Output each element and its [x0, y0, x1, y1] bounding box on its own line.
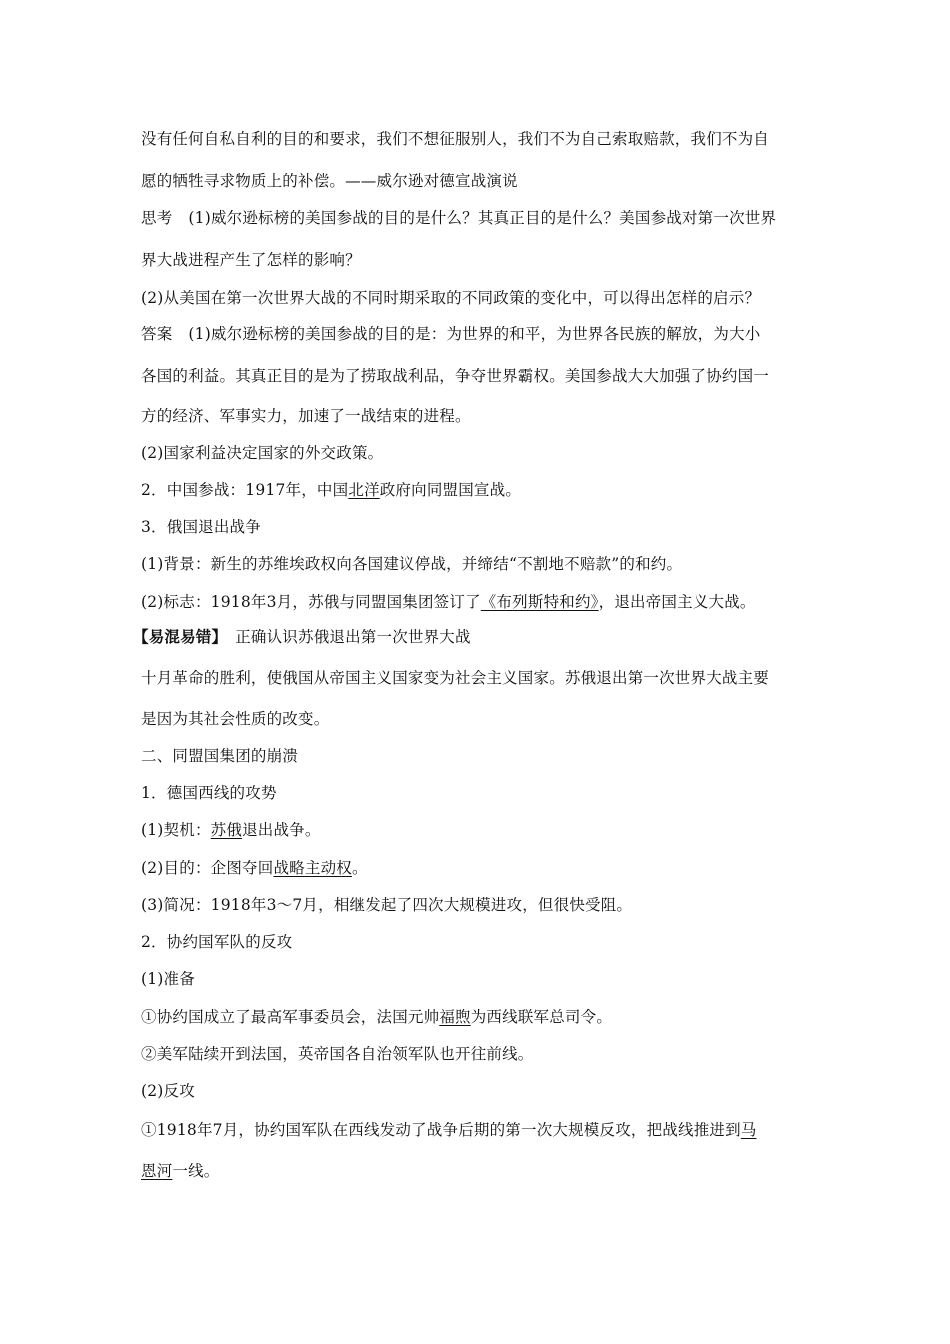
underlined-term: 《布列斯特和约》	[480, 593, 599, 611]
text-span: (3)简况：1918年3～7月，相继发起了四次大规模进攻，但很快受阻。	[141, 896, 633, 914]
text-line	[141, 819, 821, 841]
text-line	[141, 249, 821, 271]
section-heading	[141, 745, 821, 767]
text-span: 界大战进程产生了怎样的影响？	[141, 251, 361, 269]
underlined-term: 恩河	[141, 1162, 173, 1180]
text-line	[141, 365, 821, 387]
text-span: ②美军陆续开到法国，英帝国各自治领军队也开往前线。	[141, 1045, 534, 1063]
text-line	[141, 287, 821, 309]
text-line	[141, 442, 821, 464]
text-span: 没有任何自私自利的目的和要求，我们不想征服别人，我们不为自己索取赔款，我们不为自	[141, 130, 770, 148]
underlined-term: 北洋	[348, 481, 380, 499]
text-line	[141, 1080, 821, 1102]
answer-line	[141, 323, 821, 345]
text-span: (2)目的：企图夺回	[141, 859, 274, 877]
underlined-term: 战略主动权	[273, 859, 352, 877]
underlined-term: 苏俄	[210, 821, 243, 839]
text-span: 方的经济、军事实力，加速了一战结束的进程。	[141, 407, 471, 425]
text-span: (1)背景：新生的苏维埃政权向各国建议停战，并缔结“不割地不赔款”的和约。	[141, 555, 683, 573]
text-line	[141, 968, 821, 990]
text-line	[141, 1043, 821, 1065]
text-span: (2)标志：1918年3月，苏俄与同盟国集团签订了	[141, 593, 481, 611]
answer-label: 答案	[141, 325, 173, 343]
text-span: (2)反攻	[141, 1082, 195, 1100]
text-span: (2)国家利益决定国家的外交政策。	[141, 444, 384, 462]
underlined-term: 福煦	[439, 1008, 471, 1026]
text-line	[141, 1160, 821, 1182]
text-line	[141, 553, 821, 575]
text-span: (1)威尔逊标榜的美国参战的目的是什么？其真正目的是什么？美国参战对第一次世界	[188, 209, 777, 227]
text-span: (1)威尔逊标榜的美国参战的目的是：为世界的和平，为世界各民族的解放，为大小	[188, 325, 761, 343]
text-span: 是因为其社会性质的改变。	[141, 710, 330, 728]
text-line	[141, 1006, 821, 1028]
text-line	[141, 128, 821, 150]
thinking-line	[141, 207, 821, 229]
text-span: 各国的利益。其真正目的是为了捞取战利品，争夺世界霸权。美国参战大大加强了协约国一	[141, 367, 770, 385]
text-line	[141, 591, 821, 613]
text-line	[141, 516, 821, 538]
text-span: 正确认识苏俄退出第一次世界大战	[235, 628, 471, 646]
underlined-term: 马	[740, 1121, 757, 1139]
text-line	[141, 170, 821, 192]
text-line	[141, 667, 821, 689]
text-line	[141, 782, 821, 804]
text-span: (1)准备	[141, 970, 195, 988]
text-span: 一线。	[172, 1162, 220, 1180]
text-span: 退出战争。	[242, 821, 321, 839]
text-line	[141, 708, 821, 730]
text-line	[141, 479, 821, 501]
text-span: 愿的牺牲寻求物质上的补偿。——威尔逊对德宣战演说	[141, 172, 518, 190]
text-line	[141, 894, 821, 916]
text-span: 2．中国参战：1917年，中国	[141, 481, 349, 499]
text-span: 政府向同盟国宣战。	[379, 481, 522, 499]
text-span: (2)从美国在第一次世界大战的不同时期采取的不同政策的变化中，可以得出怎样的启示？	[141, 289, 761, 307]
text-span: ①协约国成立了最高军事委员会，法国元帅	[141, 1008, 440, 1026]
text-line	[141, 1119, 821, 1141]
text-span: 2．协约国军队的反攻	[141, 933, 293, 951]
confusion-label: 【易混易错】	[133, 627, 228, 646]
text-line	[141, 405, 821, 427]
text-span: 1．德国西线的攻势	[141, 784, 277, 802]
confusion-line	[133, 626, 813, 648]
text-span: ，退出帝国主义大战。	[598, 593, 756, 611]
text-line	[141, 931, 821, 953]
text-span: 为西线联军总司令。	[470, 1008, 613, 1026]
text-span: 。	[351, 859, 368, 877]
text-span: 十月革命的胜利，使俄国从帝国主义国家变为社会主义国家。苏俄退出第一次世界大战主要	[141, 669, 770, 687]
text-span: ①1918年7月，协约国军队在西线发动了战争后期的第一次大规模反攻，把战线推进到	[141, 1121, 741, 1139]
thinking-label: 思考	[141, 209, 173, 227]
text-line	[141, 857, 821, 879]
text-span: 3．俄国退出战争	[141, 518, 261, 536]
text-span: 二、同盟国集团的崩溃	[141, 747, 299, 765]
text-span: (1)契机：	[141, 821, 211, 839]
